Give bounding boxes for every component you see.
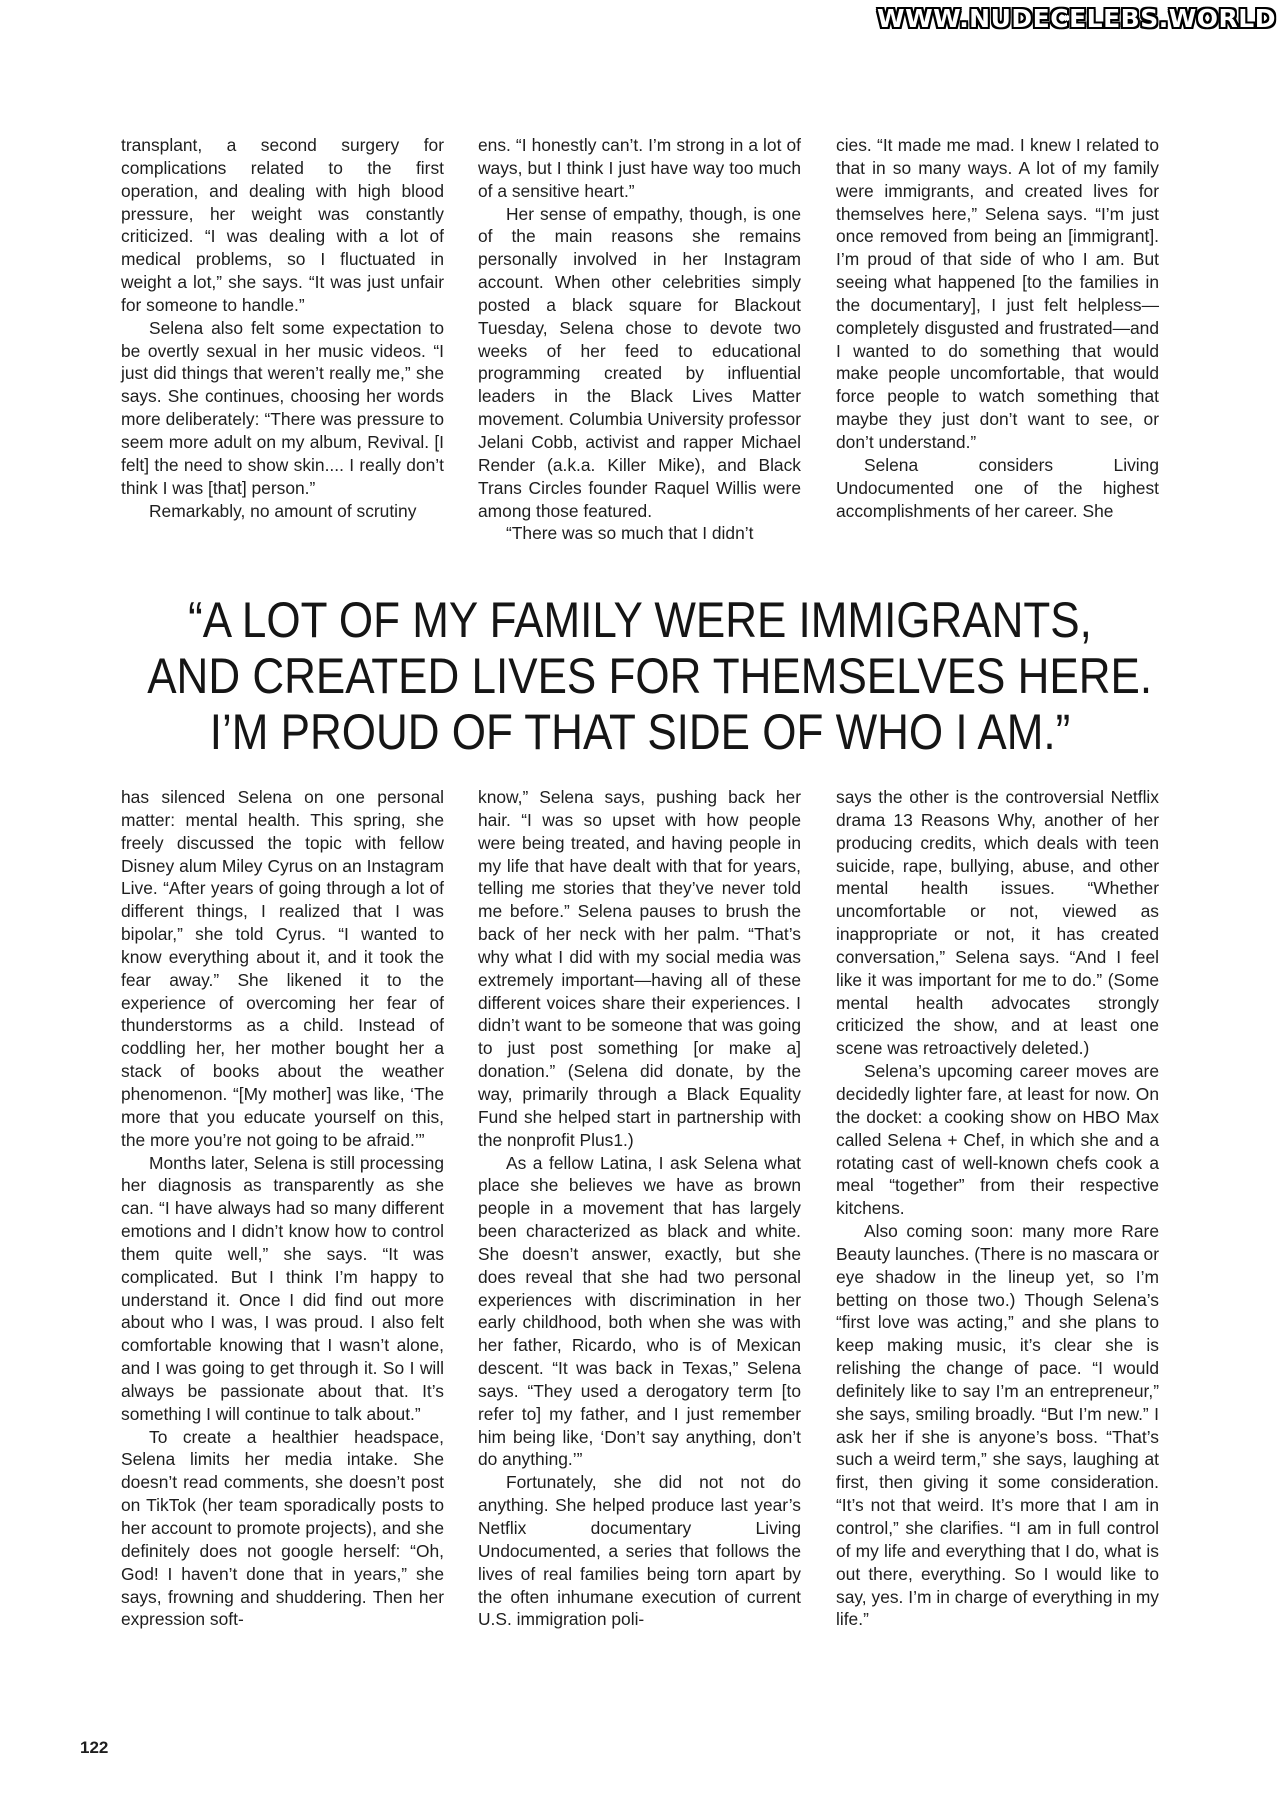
paragraph: Her sense of empathy, though, is one of the main reasons she remains personally involved in her Instagram account. When other celebrities simply posted a black square for Blackout Tuesday, Selena chose to devote two weeks of her feed to educational programming created by influential leaders in the Black Lives Matter movement. Columbia University professor Jelani Cobb, activist and rapper Michael Render (a.k.a. Killer Mike), and Black Trans Circles founder Raquel Willis were among those featured. [478, 203, 801, 521]
pull-quote [147, 592, 1153, 760]
paragraph: cies. “It made me mad. I knew I related to that in so many ways. A lot of my family were immigrants, and created lives for themselves here,” Selena says. “I’m just once removed from being an [immigrant]. I’m proud of that side of who I am. But seeing what happened [to the families in the documentary], I just felt helpless—completely disgusted and frustrated—and I wanted to do something that would make people uncomfortable, that would force people to watch something that maybe they just don’t want to see, or don’t understand.” [836, 135, 1159, 452]
paragraph: Selena’s upcoming career moves are decidedly lighter fare, at least for now. On the docket: a cooking show on HBO Max called Selena + Chef, in which she and a rotating cast of well-known chefs cook a meal “together” from their respective kitchens. [836, 1061, 1159, 1219]
paragraph: As a fellow Latina, I ask Selena what place she believes we have as brown people in a movement that has largely been characterized as black and white. She doesn’t answer, exactly, but she does reveal that she had two personal experiences with discrimination in her early childhood, both when she was with her father, Ricardo, who is of Mexican descent. “It was back in Texas,” Selena says. “They used a derogatory term [to refer to] my father, and I just remember him being like, ‘Don’t say anything, don’t do anything.’” [478, 1152, 801, 1470]
paragraph: To create a healthier headspace, Selena limits her media intake. She doesn’t read comments, she doesn’t post on TikTok (her team sporadically posts to her account to promote projects), and she definitely does not google herself: “Oh, God! I haven’t done that in years,” she says, frowning and shuddering. Then her expression soft- [121, 1426, 444, 1630]
pull-quote-line: AND CREATED LIVES FOR THEMSELVES HERE. [147, 648, 1153, 704]
paragraph: know,” Selena says, pushing back her hair. “I was so upset with how people were being treated, and having people in my life that have dealt with that for years, telling me stories that they’ve never told me before.” Selena pauses to brush the back of her neck with her palm. “That’s why what I did with my social media was extremely important—having all of these different voices share their experiences. I didn’t want to be someone that was going to just post something [or make a] donation.” (Selena did donate, by the way, primarily through a Black Equality Fund she helped start in partnership with the nonprofit Plus1.) [478, 787, 801, 1150]
page-number: 122 [80, 1738, 109, 1757]
pull-quote-line: I’M PROUD OF THAT SIDE OF WHO I AM.” [209, 704, 1071, 760]
paragraph: Selena considers Living Undocumented one of the highest accomplishments of her career. She [836, 454, 1159, 521]
paragraph: Fortunately, she did not not do anything. She helped produce last year’s Netflix documentary Living Undocumented, a series that follows the lives of real families being torn apart by the often inhumane execution of current U.S. immigration poli- [478, 1472, 801, 1630]
bottom-column-2 [478, 786, 801, 1631]
paragraph: ens. “I honestly can’t. I’m strong in a lot of ways, but I think I just have way too much of a sensitive heart.” [478, 135, 801, 201]
top-column-3 [836, 134, 1159, 522]
paragraph: Remarkably, no amount of scrutiny [149, 500, 417, 521]
paragraph: says the other is the controversial Netflix drama 13 Reasons Why, another of her producing credits, which deals with teen suicide, rape, bullying, abuse, and other mental health issues. “Whether uncomfortable or not, viewed as inappropriate or not, it has created conversation,” Selena says. “And I feel like it was important for me to do.” (Some mental health advocates strongly criticized the show, and at least one scene was retroactively deleted.) [836, 787, 1159, 1059]
paragraph: Also coming soon: many more Rare Beauty launches. (There is no mascara or eye shadow in the lineup yet, so I’m betting on those two.) Though Selena’s “first love was acting,” and she plans to keep making music, it’s clear she is relishing the change of pace. “I would definitely like to say I’m an entrepreneur,” she says, smiling broadly. “But I’m new.” I ask her if she is anyone’s boss. “That’s such a weird term,” she says, laughing at first, then giving it some consideration. “It’s not that weird. It’s more that I am in control,” she clarifies. “I am in full control of my life and everything that I do, what is out there, everything. So I would like to say, yes. I’m in charge of everything in my life.” [836, 1221, 1159, 1630]
top-column-1 [121, 134, 444, 522]
paragraph: transplant, a second surgery for complications related to the first operation, and dealing with high blood pressure, her weight was constantly criticized. “I was dealing with a lot of medical problems, so I fluctuated in weight a lot,” she says. “It was just unfair for someone to handle.” [121, 135, 444, 315]
paragraph: Selena also felt some expectation to be overtly sexual in her music videos. “I just did things that weren’t really me,” she says. She continues, choosing her words more deliberately: “There was pressure to seem more adult on my album, Revival. [I felt] the need to show skin.... I really don’t think I was [that] person.” [121, 317, 444, 498]
pull-quote-line: “A LOT OF MY FAMILY WERE IMMIGRANTS, [188, 592, 1092, 648]
watermark: WWW.NUDECELEBS.WORLD [877, 4, 1276, 33]
paragraph: “There was so much that I didn’t [506, 523, 754, 544]
bottom-column-1 [121, 786, 444, 1631]
paragraph: has silenced Selena on one personal matter: mental health. This spring, she freely discussed the topic with fellow Disney alum Miley Cyrus on an Instagram Live. “After years of going through a lot of different things, I realized that I was bipolar,” she told Cyrus. “I wanted to know everything about it, and it took the fear away.” She likened it to the experience of overcoming her fear of thunderstorms as a child. Instead of coddling her, her mother bought her a stack of books about the weather phenomenon. “[My mother] was like, ‘The more that you educate yourself on this, the more you’re not going to be afraid.’” [121, 787, 444, 1150]
bottom-column-3 [836, 786, 1159, 1631]
paragraph: Months later, Selena is still processing her diagnosis as transparently as she can. “I have always had so many different emotions and I didn’t know how to control them quite well,” she says. “It was complicated. But I think I’m happy to understand it. Once I did find out more about who I was, I was proud. I also felt comfortable knowing that I wasn’t alone, and I was going to get through it. So I will always be passionate about that. It’s something I will continue to talk about.” [121, 1152, 444, 1424]
top-column-2 [478, 134, 801, 545]
